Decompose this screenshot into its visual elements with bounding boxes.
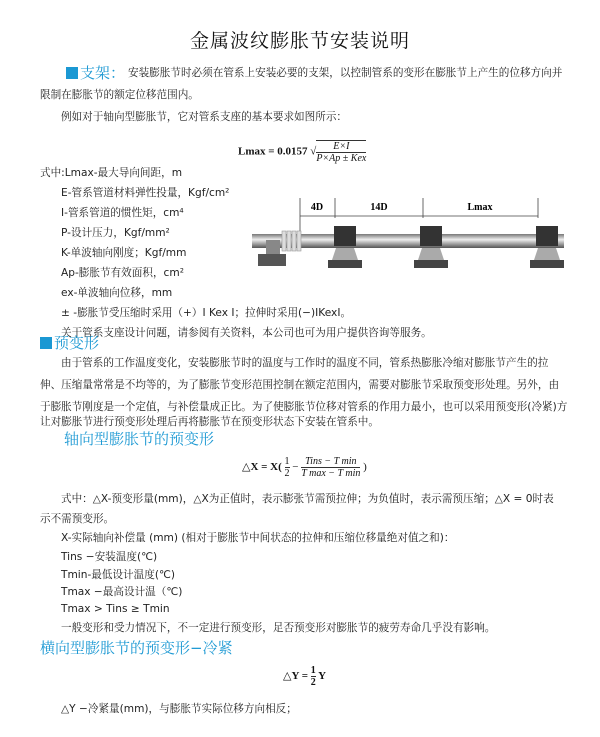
paragraph-line: Tmin-最低设计温度(℃) bbox=[61, 569, 175, 581]
definition-line: K-单波轴向刚度；Kgf/mm bbox=[61, 247, 187, 259]
paragraph-line: 一般变形和受力情况下，不一定进行预变形，足否预变形对膨胀节的疲劳寿命几乎没有影响。 bbox=[61, 622, 496, 634]
section-heading-support bbox=[66, 64, 125, 82]
formula-numerator: E×I bbox=[316, 141, 366, 153]
paragraph-line: Tins −安装温度(℃) bbox=[61, 551, 158, 563]
formula-lhs: △X = X( bbox=[242, 461, 282, 474]
paragraph-line: Tmax −最高设计温（℃) bbox=[61, 586, 183, 598]
half-num: 1 bbox=[284, 456, 290, 467]
paragraph-line: 例如对于轴向型膨胀节，它对管系支座的基本要求如图所示： bbox=[61, 111, 348, 123]
paragraph-line: 安装膨胀节时必须在管系上安装必要的支架，以控制管系的变形在膨胀节上产生的位移方向并 bbox=[128, 67, 563, 79]
paragraph-line: Tmax > Tins ≥ Tmin bbox=[61, 603, 170, 615]
subheading-lateral: 横向型膨胀节的预变形−冷紧 bbox=[40, 639, 233, 657]
paragraph-line: X-实际轴向补偿量 (mm) (相对于膨胀节中间状态的拉伸和压缩位移量绝对值之和)： bbox=[61, 532, 455, 544]
page-title: 金属波纹膨胀节安装说明 bbox=[189, 30, 410, 52]
paragraph-line: 于膨胀节刚度是一个定值，与补偿量成正比。为了使膨胀节位移对管系的作用力最小，也可以采用预变形(冷紧)方 bbox=[40, 401, 568, 413]
dim-label-14d: 14D bbox=[370, 202, 388, 213]
half-den: 2 bbox=[310, 677, 316, 688]
paragraph-line: 示不需预变形。 bbox=[40, 513, 115, 525]
heading-text: 预变形 bbox=[54, 334, 100, 352]
paragraph-line: 由于管系的工作温度变化，安装膨胀节时的温度与工作时的温度不同，管系热膨胀冷缩对膨胀节产生的拉 bbox=[61, 357, 549, 369]
definition-line: P-设计压力，Kgf/mm² bbox=[61, 227, 170, 239]
dim-label-lmax: Lmax bbox=[467, 202, 493, 213]
subheading-axial: 轴向型膨胀节的预变形 bbox=[64, 430, 215, 448]
paragraph-line: △Y −冷紧量(mm)，与膨胀节实际位移方向相反； bbox=[61, 703, 297, 715]
heading-text: 支架： bbox=[80, 64, 126, 82]
close-paren: ) bbox=[363, 461, 367, 474]
definition-line: E-管系管道材料弹性投量，Kgf/cm² bbox=[61, 187, 230, 199]
definition-line: 关于管系支座设计问题，请参阅有关资料，本公司也可为用户提供咨询等服务。 bbox=[61, 327, 432, 339]
definition-line: I-管系管道的惯性矩，cm⁴ bbox=[61, 207, 184, 219]
dim-label-4d: 4D bbox=[310, 202, 324, 213]
half-den: 2 bbox=[284, 468, 290, 479]
definition-line: Ap-膨胀节有效面积，cm² bbox=[61, 267, 184, 279]
half-num: 1 bbox=[310, 665, 316, 676]
section-heading-predeform bbox=[40, 334, 99, 352]
paragraph-line: 限制在膨胀节的额定位移范围内。 bbox=[40, 89, 199, 101]
minus: − bbox=[292, 461, 299, 474]
formula-denominator: P×Ap ± Kex bbox=[316, 153, 367, 164]
definition-line: 式中:Lmax-最大导向间距，m bbox=[40, 167, 183, 179]
paragraph-line: 伸、压缩量常常是不均等的，为了膨胀节变形范围控制在额定范围内，需要对膨胀节采取预变形处理。另外，由 bbox=[40, 379, 560, 391]
formula-lhs: Lmax = 0.0157 bbox=[238, 145, 308, 158]
definition-line: ex-单波轴向位移，mm bbox=[61, 287, 173, 299]
formula-numerator: Tins − T min bbox=[301, 456, 360, 468]
formula-rhs: Y bbox=[318, 670, 327, 683]
formula-denominator: T max − T min bbox=[301, 468, 361, 479]
square-bullet-icon bbox=[40, 337, 52, 349]
paragraph-line: 式中：△X-预变形量(mm)，△X为正值时，表示膨张节需预拉伸；为负值时，表示需预压缩；△X = 0时表 bbox=[61, 493, 554, 505]
formula-lmax: Lmax = 0.0157 √ $\frac{E\times I}{\text{P×Ap ± Kex}}$ bbox=[238, 141, 367, 164]
formula-delta-x bbox=[242, 456, 367, 479]
square-bullet-icon bbox=[66, 67, 78, 79]
formula-lhs: △Y = bbox=[283, 670, 309, 683]
formula-delta-y bbox=[283, 665, 326, 688]
paragraph-line: 让对膨胀节进行预变形处理后再将膨胀节在预变形状态下安装在管系中。 bbox=[40, 416, 379, 428]
pipe-support-diagram bbox=[250, 196, 570, 278]
definition-line: ± -膨胀节受压缩时采用（+）I Kex I；拉伸时采用(−)IKexI。 bbox=[61, 307, 352, 319]
